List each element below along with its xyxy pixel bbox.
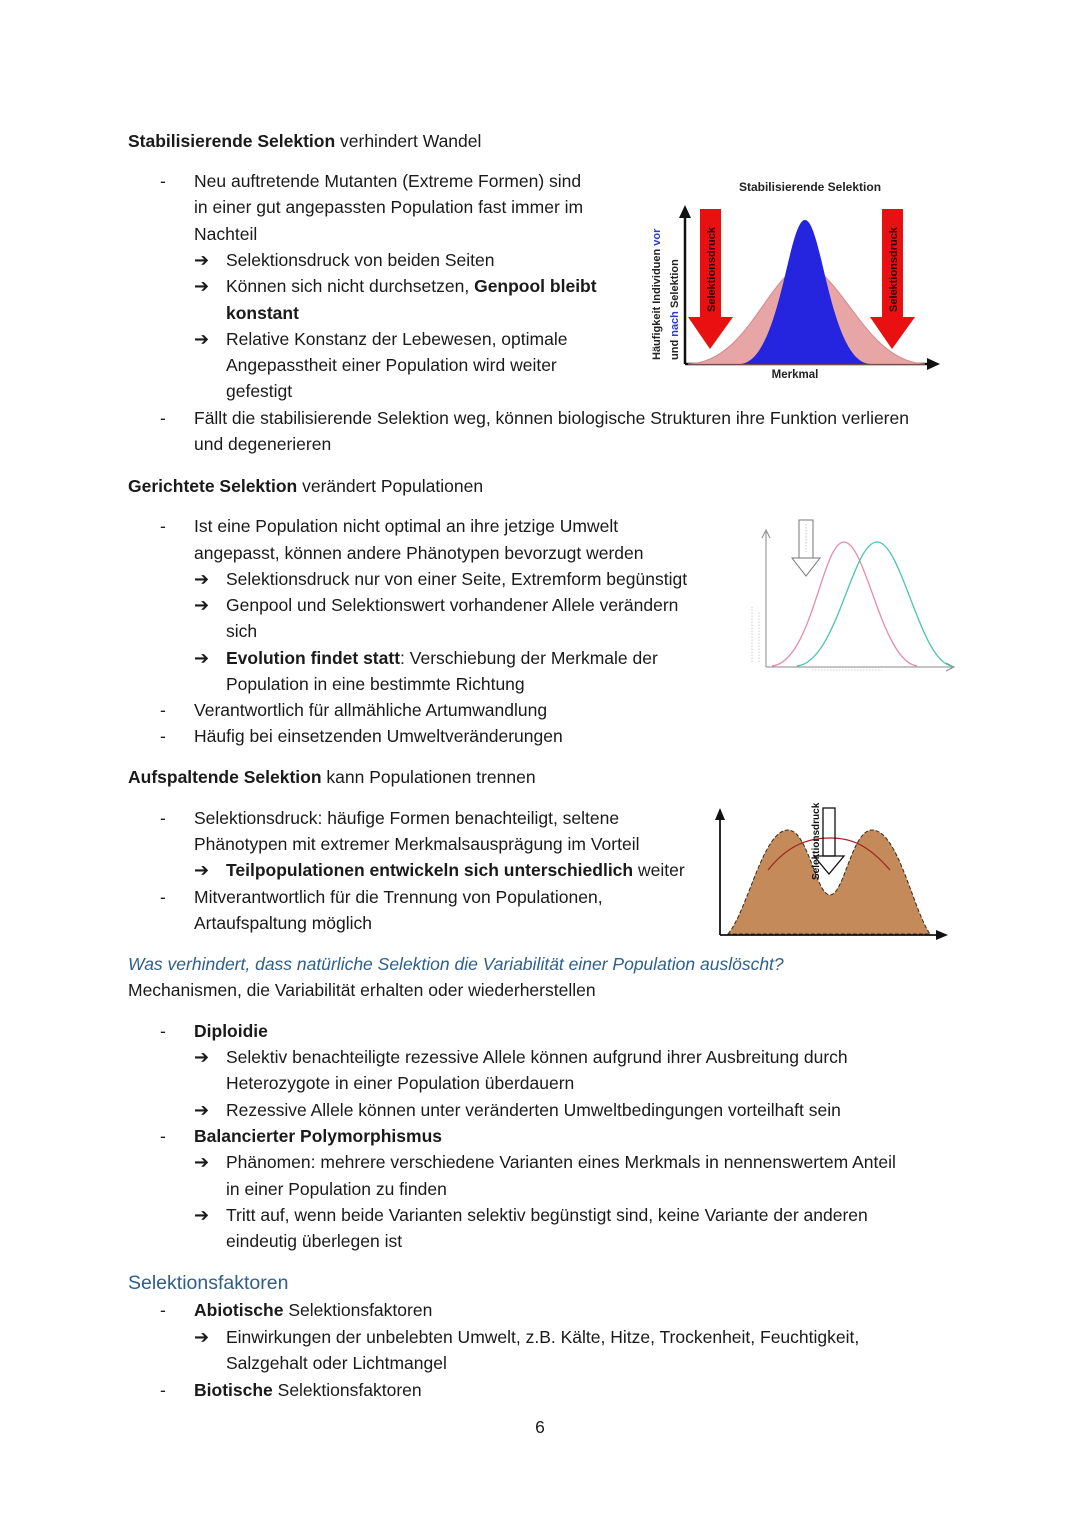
arrow-icon: ➔ bbox=[194, 250, 210, 270]
bullet-dash: - bbox=[160, 726, 166, 746]
left-arrow-label: Selektionsdruck bbox=[706, 227, 718, 312]
s4-arrow-text: in einer Population zu finden bbox=[226, 1179, 447, 1199]
s1-arrow-text: Selektionsdruck von beiden Seiten bbox=[226, 250, 495, 270]
y-axis-label-2: und nach Selektion bbox=[669, 259, 681, 360]
s4-arrow-text: Phänomen: mehrere verschiedene Varianten eines Merkmals in nennenswertem Anteil bbox=[226, 1152, 896, 1172]
s4-arrow-text: Selektiv benachteiligte rezessive Allele können aufgrund ihrer Ausbreitung durch bbox=[226, 1047, 848, 1067]
arrow-icon: ➔ bbox=[194, 1205, 210, 1225]
bullet-dash: - bbox=[160, 1021, 166, 1041]
s2-text: Ist eine Population nicht optimal an ihre jetzige Umwelt bbox=[194, 516, 619, 536]
x-axis-arrowhead bbox=[936, 930, 948, 940]
s1-arrow-text: Können sich nicht durchsetzen, Genpool bleibt bbox=[226, 276, 597, 296]
s2-arrow-text: sich bbox=[226, 621, 258, 641]
s2-text: angepasst, können andere Phänotypen bevorzugt werden bbox=[194, 543, 644, 563]
s2-arrow-text: Population in eine bestimmte Richtung bbox=[226, 674, 525, 694]
figure1-title: Stabilisierende Selektion bbox=[738, 180, 882, 194]
y-axis-label-1: Häufigkeit Individuen vor bbox=[651, 228, 663, 360]
s1-text: Nachteil bbox=[194, 224, 258, 244]
heading-aufspaltende: Aufspaltende Selektion kann Populationen trennen bbox=[128, 767, 536, 787]
s5-arrow-text: Salzgehalt oder Lichtmangel bbox=[226, 1353, 447, 1373]
heading-gerichtete: Gerichtete Selektion verändert Populationen bbox=[128, 476, 484, 496]
s1-arrow-text: Angepasstheit einer Population wird weiter bbox=[226, 355, 557, 375]
question-text: Was verhindert, dass natürliche Selektion die Variabilität einer Population auslöscht? bbox=[128, 954, 784, 974]
y-axis-arrowhead bbox=[679, 205, 691, 218]
s3-arrow-text: Teilpopulationen entwickeln sich unterschiedlich weiter bbox=[226, 860, 685, 880]
s2-arrow-text: Genpool und Selektionswert vorhandener Allele verändern bbox=[226, 595, 679, 615]
s4-arrow-text: Heterozygote in einer Population überdauern bbox=[226, 1073, 575, 1093]
arrow-icon: ➔ bbox=[194, 329, 210, 349]
bullet-dash: - bbox=[160, 171, 166, 191]
arrow-label: Selektionsdruck bbox=[811, 802, 822, 880]
s1-arrow-text: gefestigt bbox=[226, 381, 293, 401]
s4-arrow-text: eindeutig überlegen ist bbox=[226, 1231, 403, 1251]
s4-heading-diploidie: Diploidie bbox=[194, 1021, 268, 1041]
mechanisms-text: Mechanismen, die Variabilität erhalten oder wiederherstellen bbox=[128, 980, 596, 1000]
bullet-dash: - bbox=[160, 408, 166, 428]
disruptive-selection-diagram bbox=[708, 800, 952, 944]
s4-arrow-text: Tritt auf, wenn beide Varianten selektiv begünstigt sind, keine Variante der anderen bbox=[226, 1205, 868, 1225]
subheading-selektionsfaktoren: Selektionsfaktoren bbox=[128, 1272, 289, 1294]
s3-text: Phänotypen mit extremer Merkmalsausprägung im Vorteil bbox=[194, 834, 640, 854]
s1-text: Neu auftretende Mutanten (Extreme Formen) sind bbox=[194, 171, 582, 191]
s3-text: Artaufspaltung möglich bbox=[194, 913, 373, 933]
heading-stabilisierende: Stabilisierende Selektion verhindert Wandel bbox=[128, 131, 482, 151]
selection-arrow-head bbox=[792, 558, 820, 576]
bullet-dash: - bbox=[160, 808, 166, 828]
x-axis-arrowhead bbox=[927, 358, 940, 370]
left-selection-arrow-head bbox=[688, 317, 733, 349]
right-arrow-label: Selektionsdruck bbox=[888, 227, 900, 312]
distribution-after bbox=[728, 830, 930, 934]
s1-text: Fällt die stabilisierende Selektion weg, können biologische Strukturen ihre Funktion verlieren bbox=[194, 408, 909, 428]
y-axis-arrowhead bbox=[715, 808, 725, 820]
s5-text: Biotische Selektionsfaktoren bbox=[194, 1380, 422, 1400]
s3-text: Selektionsdruck: häufige Formen benachteiligt, seltene bbox=[194, 808, 620, 828]
s4-heading-polymorphismus: Balancierter Polymorphismus bbox=[194, 1126, 442, 1146]
x-axis-label: Merkmal bbox=[771, 369, 819, 381]
s3-text: Mitverantwortlich für die Trennung von Populationen, bbox=[194, 887, 603, 907]
s5-arrow-text: Einwirkungen der unbelebten Umwelt, z.B. Kälte, Hitze, Trockenheit, Feuchtigkeit, bbox=[226, 1327, 860, 1347]
arrow-icon: ➔ bbox=[194, 648, 210, 668]
page-number: 6 bbox=[535, 1417, 545, 1437]
s2-arrow-text: Selektionsdruck nur von einer Seite, Extremform begünstigt bbox=[226, 569, 688, 589]
s2-arrow-text: Evolution findet statt: Verschiebung der Merkmale der bbox=[226, 648, 658, 668]
arrow-icon: ➔ bbox=[194, 1152, 210, 1172]
bullet-dash: - bbox=[160, 1300, 166, 1320]
arrow-icon: ➔ bbox=[194, 1100, 210, 1120]
bullet-dash: - bbox=[160, 516, 166, 536]
s1-text: und degenerieren bbox=[194, 434, 332, 454]
s2-text: Verantwortlich für allmähliche Artumwandlung bbox=[194, 700, 548, 720]
bullet-dash: - bbox=[160, 1380, 166, 1400]
directional-selection-diagram bbox=[742, 512, 962, 678]
s1-arrow-text: Relative Konstanz der Lebewesen, optimale bbox=[226, 329, 568, 349]
arrow-icon: ➔ bbox=[194, 276, 210, 296]
bullet-dash: - bbox=[160, 887, 166, 907]
s2-text: Häufig bei einsetzenden Umweltveränderungen bbox=[194, 726, 563, 746]
s5-text: Abiotische Selektionsfaktoren bbox=[194, 1300, 433, 1320]
stabilizing-selection-diagram bbox=[640, 172, 950, 384]
arrow-icon: ➔ bbox=[194, 569, 210, 589]
bullet-dash: - bbox=[160, 700, 166, 720]
bullet-dash: - bbox=[160, 1126, 166, 1146]
distribution-after bbox=[797, 542, 952, 666]
selection-arrow-shaft bbox=[823, 808, 835, 856]
arrow-icon: ➔ bbox=[194, 1327, 210, 1347]
arrow-icon: ➔ bbox=[194, 595, 210, 615]
s4-arrow-text: Rezessive Allele können unter veränderten Umweltbedingungen vorteilhaft sein bbox=[226, 1100, 841, 1120]
arrow-icon: ➔ bbox=[194, 1047, 210, 1067]
s1-text: in einer gut angepassten Population fast immer im bbox=[194, 197, 584, 217]
arrow-icon: ➔ bbox=[194, 860, 210, 880]
s1-arrow-text: konstant bbox=[226, 303, 299, 323]
